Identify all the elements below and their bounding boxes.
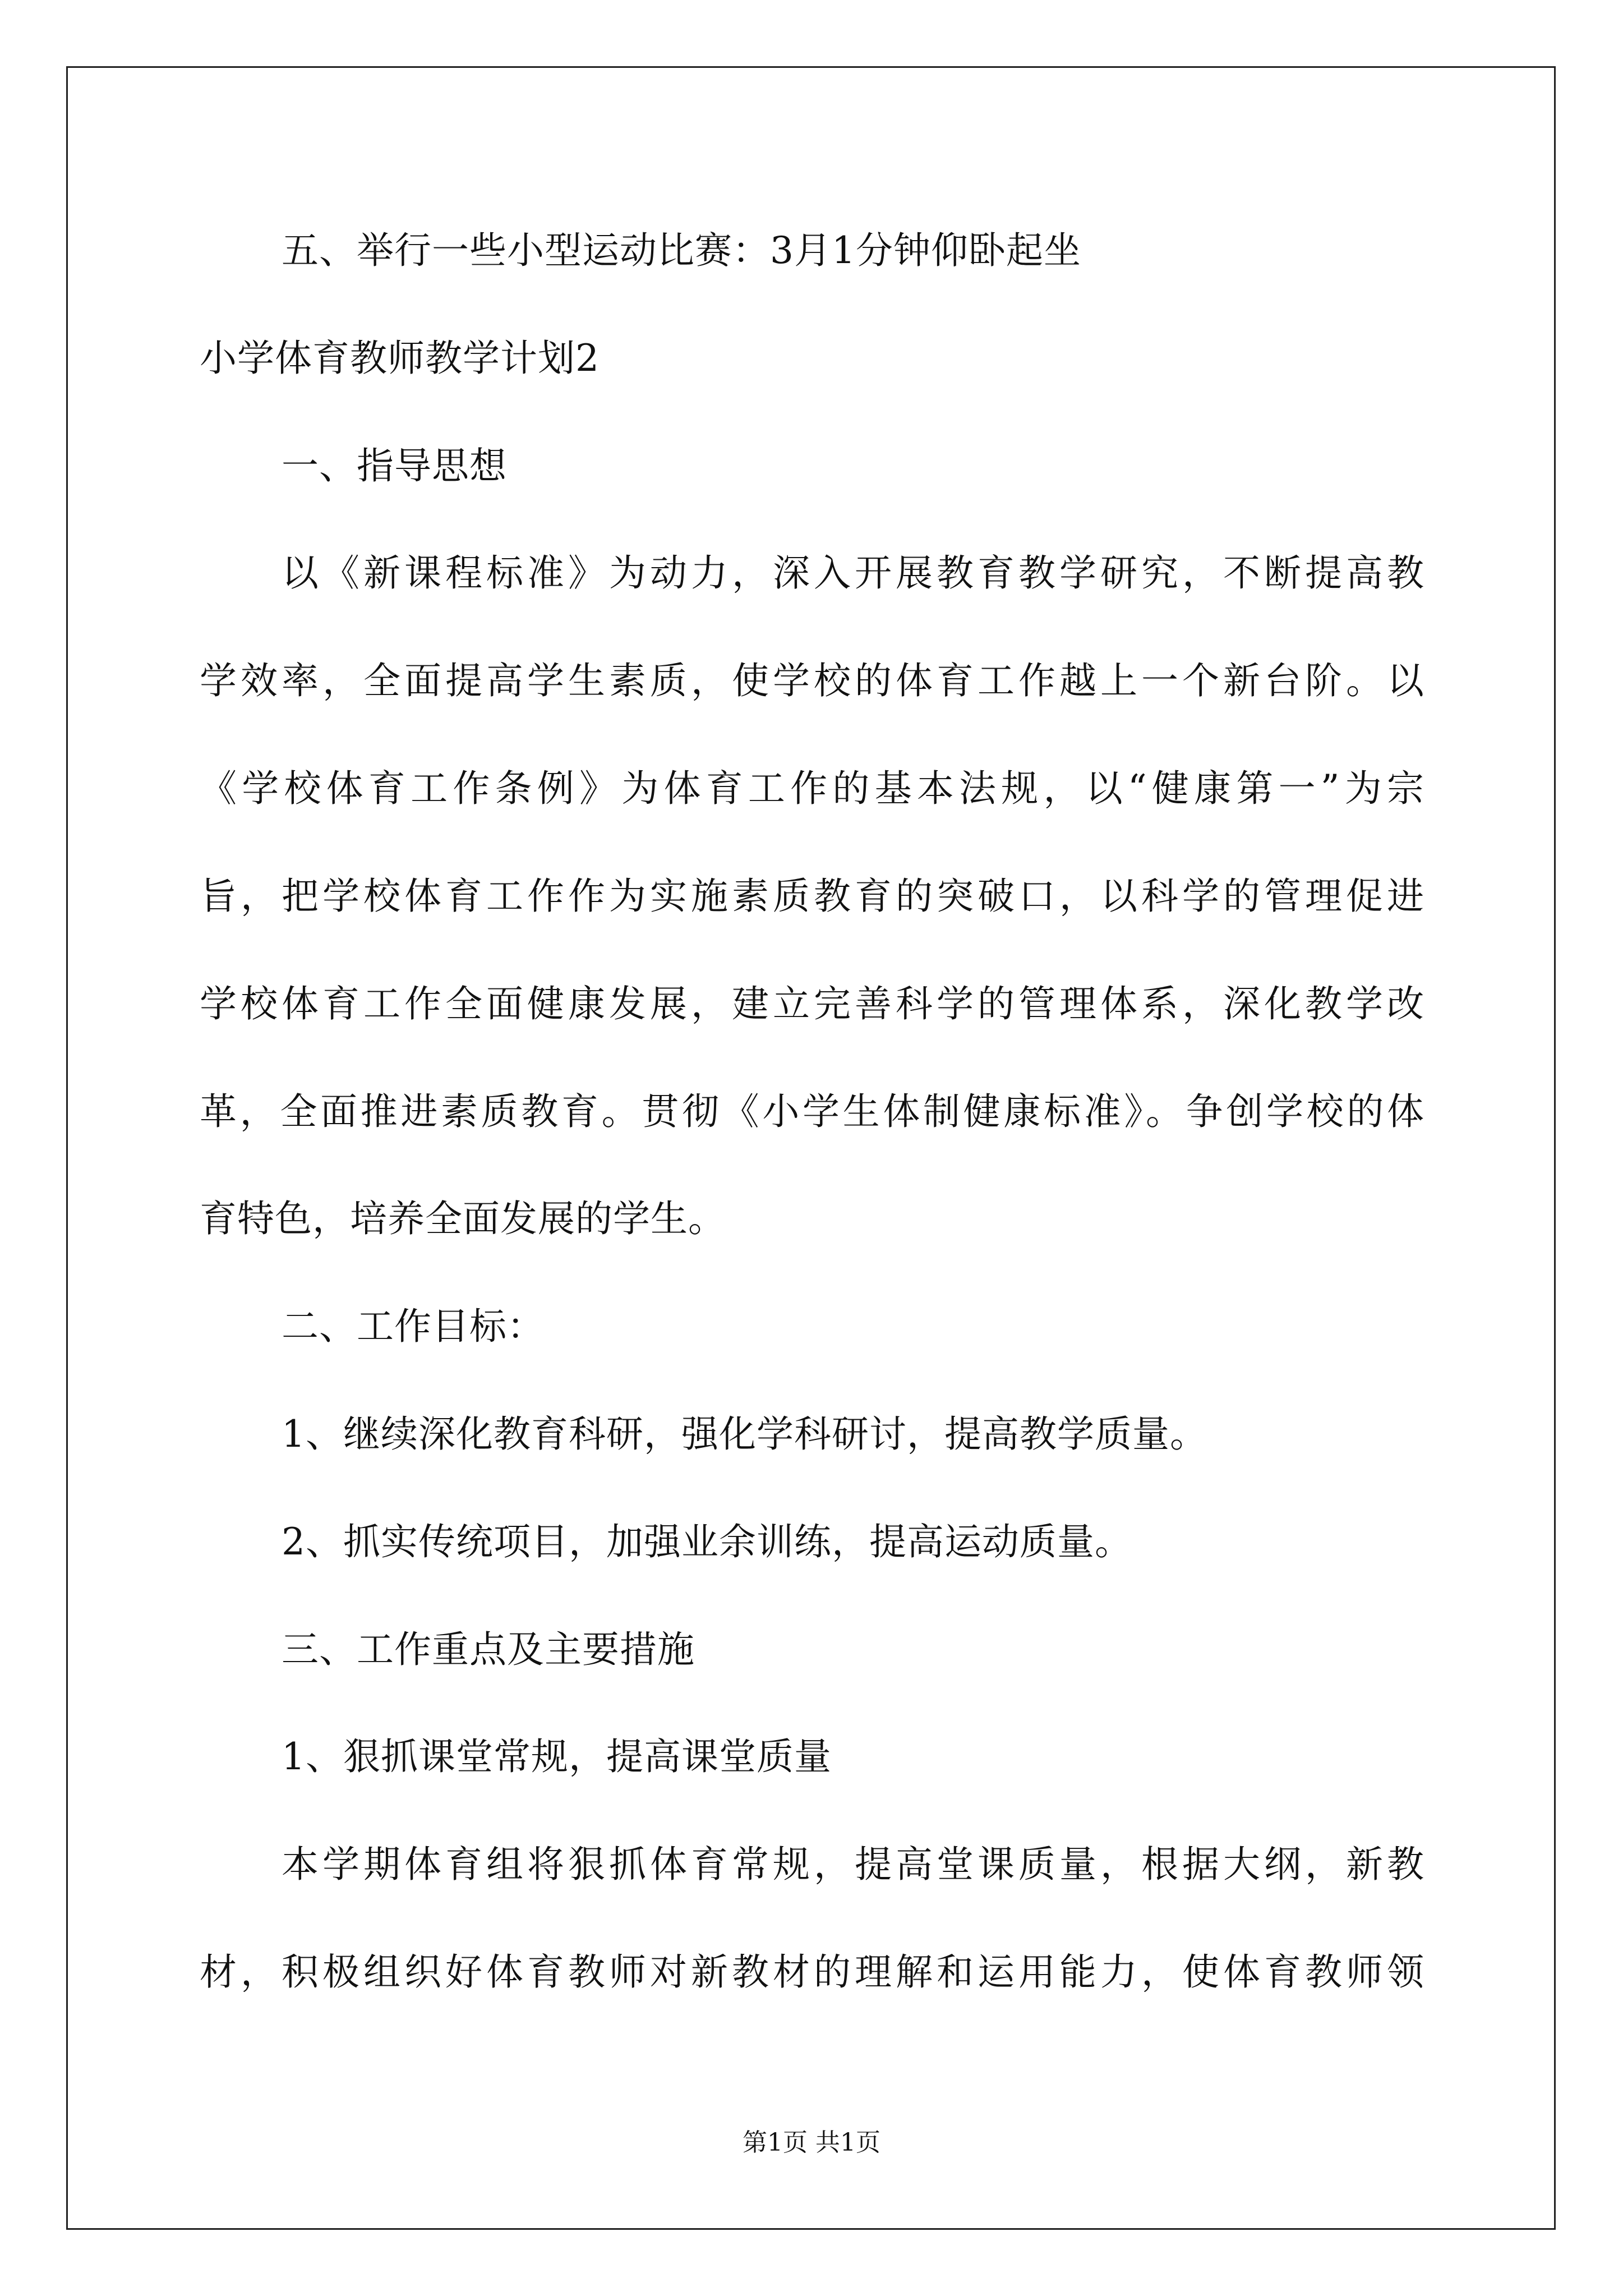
paragraph-line: 学效率，全面提高学生素质，使学校的体育工作越上一个新台阶。以: [200, 659, 1424, 702]
page-footer: 第1页 共1页: [743, 2128, 880, 2157]
paragraph-line: 《学校体育工作条例》为体育工作的基本法规，以“健康第一”为宗: [200, 767, 1424, 810]
paragraph-line: 学校体育工作全面健康发展，建立完善科学的管理体系，深化教学改: [200, 982, 1424, 1025]
measure-item-1: 1、狠抓课堂常规，提高课堂质量: [282, 1735, 832, 1778]
section-three-heading: 三、工作重点及主要措施: [282, 1628, 695, 1671]
section-one-heading: 一、指导思想: [282, 444, 507, 487]
paragraph-line: 旨，把学校体育工作作为实施素质教育的突破口，以科学的管理促进: [200, 875, 1424, 918]
paragraph-line: 育特色，培养全面发展的学生。: [200, 1197, 726, 1240]
goal-item-1: 1、继续深化教育科研，强化学科研讨，提高教学质量。: [282, 1412, 1207, 1456]
section-two-heading: 二、工作目标：: [282, 1305, 545, 1348]
page-border: [66, 66, 1556, 2230]
paragraph-line: 本学期体育组将狠抓体育常规，提高堂课质量，根据大纲，新教: [282, 1843, 1424, 1886]
goal-item-2: 2、抓实传统项目，加强业余训练，提高运动质量。: [282, 1520, 1132, 1563]
section-five-heading: 五、举行一些小型运动比赛：3月1分钟仰卧起坐: [282, 229, 1081, 272]
paragraph-line: 革，全面推进素质教育。贯彻《小学生体制健康标准》。争创学校的体: [200, 1090, 1424, 1133]
paragraph-line: 以《新课程标准》为动力，深入开展教育教学研究，不断提高教: [282, 551, 1424, 595]
document-title: 小学体育教师教学计划2: [200, 337, 600, 380]
paragraph-line: 材，积极组织好体育教师对新教材的理解和运用能力，使体育教师领: [200, 1950, 1424, 1994]
